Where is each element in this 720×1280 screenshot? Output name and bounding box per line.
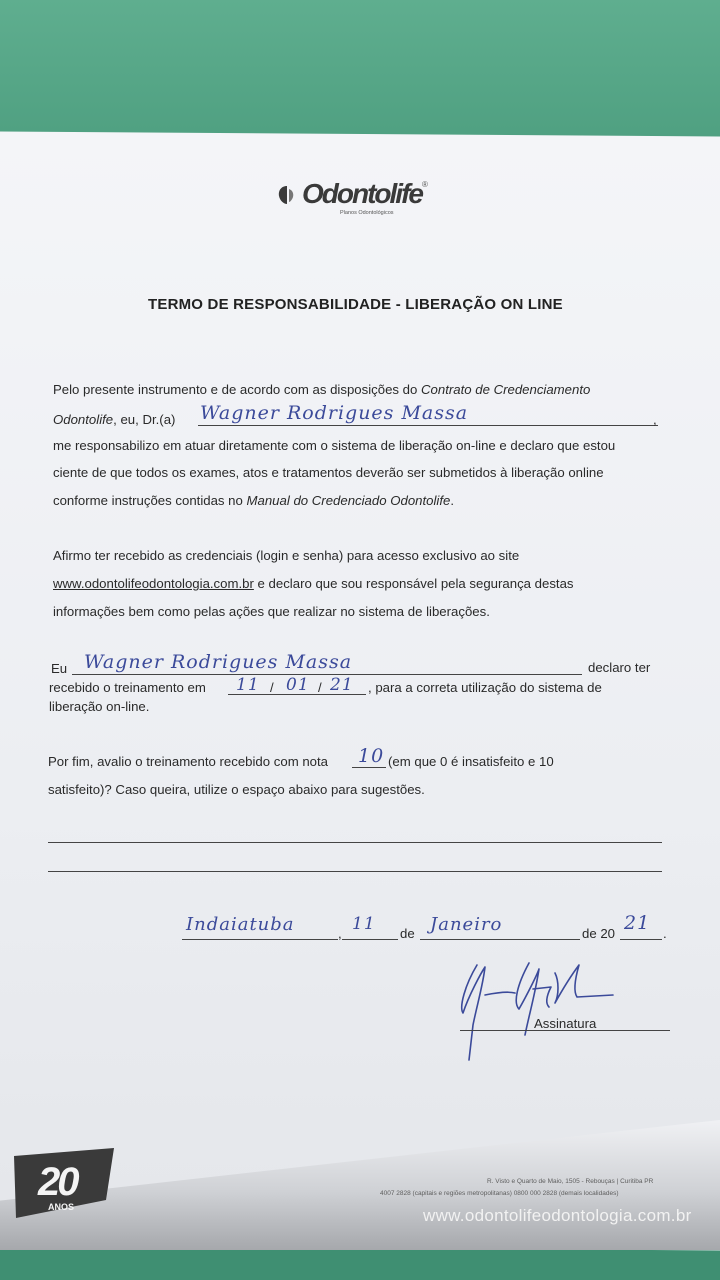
footer-url: www.odontolifeodontologia.com.br [423, 1206, 692, 1225]
twenty-years-badge [10, 1148, 120, 1218]
date-slash: / [318, 680, 322, 695]
p4-line1a: Por fim, avalio o treinamento recebido com nota [48, 754, 329, 769]
name-underline [198, 425, 658, 426]
p1-line5 [53, 493, 454, 508]
year-underline [620, 939, 662, 940]
logo-tagline: Planos Odontológicos [340, 210, 394, 216]
p3-name-underline [72, 674, 582, 675]
suggestion-line-1 [48, 842, 662, 843]
p1-line2 [53, 412, 175, 427]
odontolife-logo [276, 178, 436, 224]
p2-line3: informações bem como pelas ações que realizar no sistema de liberações. [53, 604, 490, 619]
p3-declaro: declaro ter [588, 660, 651, 675]
badge-number: 20 [38, 1160, 77, 1204]
p3-date-month: 01 [286, 675, 310, 695]
p1-text: , eu, Dr.(a) [113, 412, 176, 427]
suggestion-line-2 [48, 871, 662, 872]
p1-line3: me responsabilizo em atuar diretamente com o sistema de liberação on-line e declaro que estou [53, 438, 616, 453]
p3-line3: liberação on-line. [49, 699, 150, 714]
p3-date-day: 11 [236, 675, 260, 695]
year-handwritten: 21 [624, 912, 651, 934]
p1-text: conforme instruções contidas no [53, 493, 247, 508]
p1-comma: , [653, 412, 657, 427]
city-handwritten: Indaiatuba [186, 914, 295, 935]
month-handwritten: Janeiro [430, 914, 503, 935]
badge-word: ANOS [48, 1202, 75, 1212]
city-underline [182, 939, 338, 940]
p1-text: . [450, 493, 455, 508]
nota-value: 10 [358, 745, 385, 767]
p1-line4: ciente de que todos os exames, atos e tratamentos deverão ser submetidos à liberação online [53, 465, 604, 480]
footer-address: R. Visto e Quarto de Maio, 1505 - Rebouças | Curitiba PR [487, 1178, 654, 1185]
document-title: TERMO DE RESPONSABILIDADE - LIBERAÇÃO ON LINE [148, 296, 563, 313]
footer-phones: 4007 2828 (capitais e regiões metropolitanas) 0800 000 2828 (demais localidades) [380, 1190, 619, 1197]
month-underline [420, 939, 580, 940]
place-de: de [400, 926, 415, 941]
place-period: . [663, 926, 667, 941]
green-background-top [0, 0, 720, 150]
tooth-logo-icon [276, 184, 298, 206]
contract-name: Contrato de Credenciamento [421, 382, 591, 397]
day-underline [342, 939, 398, 940]
p4-line1b: (em que 0 é insatisfeito e 10 [388, 754, 554, 769]
p4-line2: satisfeito)? Caso queira, utilize o espaço abaixo para sugestões. [48, 782, 425, 797]
handwritten-signature [455, 955, 615, 1065]
p2-line2 [53, 576, 574, 591]
nota-underline [352, 767, 386, 768]
p3-line2a: recebido o treinamento em [49, 680, 206, 695]
logo-brand: Odontolife [302, 178, 422, 209]
p1-line1 [53, 382, 590, 397]
p2-line1: Afirmo ter recebido as credenciais (login e senha) para acesso exclusivo ao site [53, 548, 520, 563]
p3-line2b: , para a correta utilização do sistema de [368, 680, 602, 695]
date-slash: / [270, 680, 274, 695]
site-link: www.odontolifeodontologia.com.br [53, 576, 254, 591]
manual-name: Manual do Credenciado Odontolife [246, 493, 451, 508]
p1-text: Pelo presente instrumento e de acordo com as disposições do [53, 382, 421, 397]
p3-eu: Eu [51, 661, 68, 676]
day-handwritten: 11 [352, 914, 376, 934]
place-comma: , [338, 926, 342, 941]
p2-text: e declaro que sou responsável pela segurança destas [253, 576, 574, 591]
place-de-20: de 20 [582, 926, 616, 941]
odontolife-text: Odontolife [53, 412, 114, 427]
logo-registered: ® [422, 180, 428, 189]
p3-date-year: 21 [330, 675, 354, 695]
handwritten-name: Wagner Rodrigues Massa [200, 402, 469, 424]
p3-handwritten-name: Wagner Rodrigues Massa [84, 651, 353, 673]
signature-label: Assinatura [534, 1016, 597, 1031]
